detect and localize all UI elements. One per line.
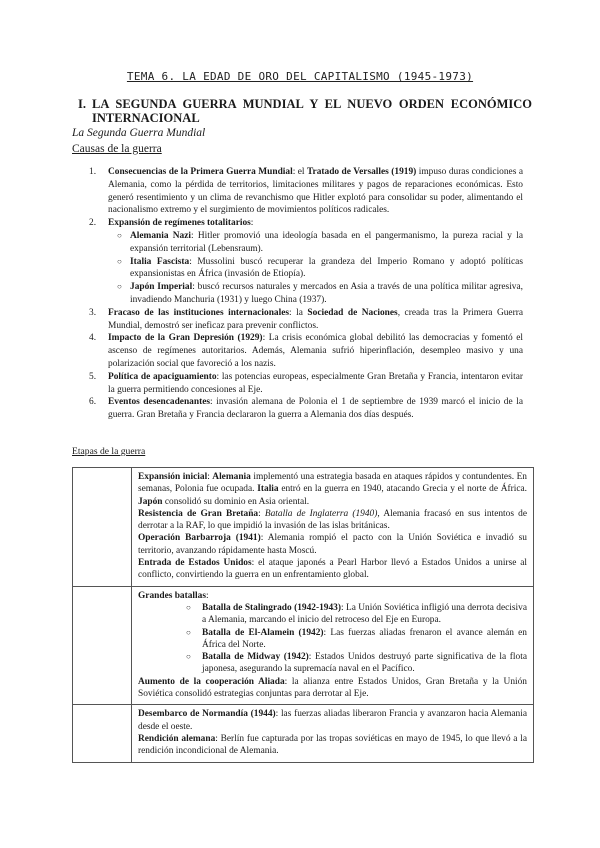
list-number: 3. (89, 307, 97, 318)
stage-label: Rendición alemana (138, 733, 216, 744)
sub-list (108, 230, 523, 307)
cause-emphasis: Tratado de Versalles (1919) (306, 167, 417, 177)
battle-label: Batalla de Midway (1942) (202, 652, 309, 663)
stage-text: : la alianza entre Estados Unidos, Gran Bretaña y la Unión Soviética consolidó estrategias conjuntas para derrotar al Eje. (138, 676, 527, 700)
sub-item-text: : Hitler promovió una ideología basada en el pangermanismo, la pureza racial y la expansión territorial (Lebensraum). (130, 230, 523, 254)
stage-paragraph (138, 532, 527, 557)
circle-bullet-icon: ○ (186, 652, 191, 662)
list-number: 5. (89, 371, 97, 382)
list-item (89, 217, 523, 307)
table-cell-empty (73, 586, 132, 705)
circle-bullet-icon: ○ (186, 627, 191, 637)
table-row (73, 705, 534, 762)
table-row (73, 468, 534, 587)
cause-text: impuso duras condiciones a Alemania, como la pérdida de territorios, limitaciones militares y pagos de reparaciones económicas. Esto generó resentimiento y un clima de revanchismo que Hitler explotó para consolidar su poder, alimentando el nacionalismo extremo y el surgimiento de movimientos políticos radicales. (108, 167, 523, 216)
cause-text: , creada tras la Primera Guerra Mundial, demostró ser ineficaz para prevenir conflictos. (108, 307, 523, 331)
circle-bullet-icon: ○ (186, 602, 191, 612)
cause-label: Eventos desencadenantes (108, 397, 211, 408)
list-item (89, 396, 523, 422)
stage-text: : (207, 472, 213, 482)
stage-text: : (258, 508, 265, 519)
stages-heading: Etapas de la guerra (72, 446, 146, 457)
stage-text: : el ataque japonés a Pearl Harbor llevó a Estados Unidos a unirse al conflicto, convirtiendo la guerra en un enfrentamiento global. (138, 558, 527, 581)
battle-label: Batalla de El-Alamein (1942) (202, 627, 324, 638)
stage-label: Resistencia de Gran Bretaña (138, 508, 259, 519)
stage-label: Grandes batallas (138, 590, 206, 601)
stage-text: consolidó su dominio en Asia oriental. (162, 496, 310, 507)
cause-label: Política de apaciguamiento (108, 371, 217, 382)
table-cell (132, 468, 534, 587)
causes-heading: Causas de la guerra (72, 143, 162, 155)
stage-paragraph (138, 508, 527, 533)
sub-item-label: Italia Fascista (130, 256, 190, 267)
stages-table (72, 467, 534, 763)
circle-bullet-icon: ○ (117, 230, 122, 240)
sub-item-label: Alemania Nazi (130, 230, 192, 241)
section-number: I. (78, 97, 86, 111)
stage-label: Operación Barbarroja (1941) (138, 533, 261, 544)
stage-text: , Alemania fracasó en sus intentos de derrotar a la RAF, lo que impidió la invasión de las islas británicas. (138, 508, 527, 532)
cause-text: : invasión alemana de Polonia el 1 de septiembre de 1939 marcó el inicio de la guerra. Gran Bretaña y Francia declararon la guerra a Alemania dos días después. (108, 397, 523, 421)
battle-text: : La Unión Soviética infligió una derrota decisiva a Alemania, marcando el inicio del retroceso del Eje en Europa. (202, 602, 528, 626)
cause-label: Consecuencias de la Primera Guerra Mundial (108, 167, 293, 177)
stage-label: Expansión inicial (138, 472, 208, 482)
cause-label: Fracaso de las instituciones internacionales (108, 307, 290, 318)
sub-list-item (108, 230, 523, 256)
stage-paragraph (138, 590, 527, 602)
stage-emphasis: Alemania (212, 472, 251, 482)
stage-text: : Alemania rompió el pacto con la Unión Soviética e invadió su territorio, avanzando rápidamente hasta Moscú. (138, 533, 527, 556)
cause-text: : las potencias europeas, especialmente Gran Bretaña y Francia, intentaron evitar la guerra permitiendo concesiones al Eje. (108, 371, 524, 395)
stage-text: : las fuerzas aliadas liberaron Francia y avanzaron hacia Alemania desde el oeste. (138, 709, 528, 732)
stage-label: Desembarco de Normandía (1944) (138, 709, 276, 720)
stage-emphasis: Japón (138, 496, 163, 507)
list-number: 4. (89, 333, 97, 344)
stage-paragraph (138, 676, 527, 701)
table-cell-empty (73, 705, 132, 762)
causes-list (89, 166, 524, 422)
sub-list-item (138, 602, 527, 627)
table-cell (132, 705, 534, 762)
sub-item-label: Japón Imperial (130, 282, 193, 293)
list-number: 6. (89, 397, 97, 408)
sub-item-text: : Mussolini buscó recuperar la grandeza del Imperio Romano y adoptó políticas expansionistas en África (invasión de Etiopía). (130, 256, 523, 280)
cause-text: : la (289, 307, 308, 318)
circle-bullet-icon: ○ (117, 256, 122, 266)
stage-text: entró en la guerra en 1940, atacando Grecia y el norte de África. (278, 484, 527, 495)
cause-label: Impacto de la Gran Depresión (1929) (108, 333, 263, 344)
stage-label: Aumento de la cooperación Aliada (138, 676, 285, 687)
subsection-title: La Segunda Guerra Mundial (72, 127, 206, 139)
cause-text: : (250, 218, 254, 229)
stage-text: : Berlín fue capturada por las tropas soviéticas en mayo de 1945, lo que llevó a la rendición incondicional de Alemania. (138, 733, 528, 757)
sub-list-item (108, 256, 523, 282)
stage-label: Entrada de Estados Unidos (138, 558, 252, 569)
stage-italic: Batalla de Inglaterra (1940) (264, 508, 378, 519)
cause-text: : La crisis económica global debilitó las democracias y fomentó el ascenso de regímenes autoritarios. Además, Alemania sufrió hiperinflación, desempleo masivo y una polarización social que favoreció a los nazis. (108, 333, 523, 369)
stage-paragraph (138, 471, 527, 508)
sub-list-item (138, 627, 527, 652)
cause-label: Expansión de regímenes totalitarios (108, 218, 251, 229)
document-title: TEMA 6. LA EDAD DE ORO DEL CAPITALISMO (1945-1973) (126, 70, 474, 83)
battle-label: Batalla de Stalingrado (1942-1943) (202, 602, 341, 613)
table-row (73, 586, 534, 705)
stage-text: implementó una estrategia basada en ataques rápidos y contundentes. En semanas, Polonia fue ocupada. (138, 472, 527, 495)
list-item (89, 332, 523, 370)
table-cell (132, 586, 534, 705)
circle-bullet-icon: ○ (117, 282, 122, 292)
stage-text: : (205, 590, 209, 601)
sub-list-item (138, 651, 527, 676)
battle-text: : Las fuerzas aliadas frenaron el avance alemán en África del Norte. (202, 627, 527, 650)
table-cell-empty (73, 468, 132, 587)
section-heading (78, 97, 532, 125)
sub-item-text: : buscó recursos naturales y mercados en Asia a través de una política militar agresiva, invadiendo Manchuria (1931) y luego China (1937). (130, 282, 523, 305)
section-heading-text: LA SEGUNDA GUERRA MUNDIAL Y EL NUEVO ORDEN ECONÓMICO INTERNACIONAL (92, 97, 532, 125)
stage-emphasis: Italia (257, 484, 279, 495)
list-item (89, 371, 524, 397)
stage-paragraph (138, 557, 527, 582)
list-number: 1. (89, 167, 97, 177)
list-item (89, 166, 523, 217)
cause-text: : el (292, 167, 307, 177)
battle-text: : Estados Unidos destruyó parte significativa de la flota japonesa, asegurando la supremacía naval en el Pacífico. (202, 652, 527, 675)
list-item (89, 307, 523, 333)
list-number: 2. (89, 218, 97, 229)
sub-list-item (108, 281, 523, 307)
stage-paragraph (138, 733, 527, 758)
stage-paragraph (138, 708, 527, 733)
cause-emphasis: Sociedad de Naciones (307, 307, 398, 318)
